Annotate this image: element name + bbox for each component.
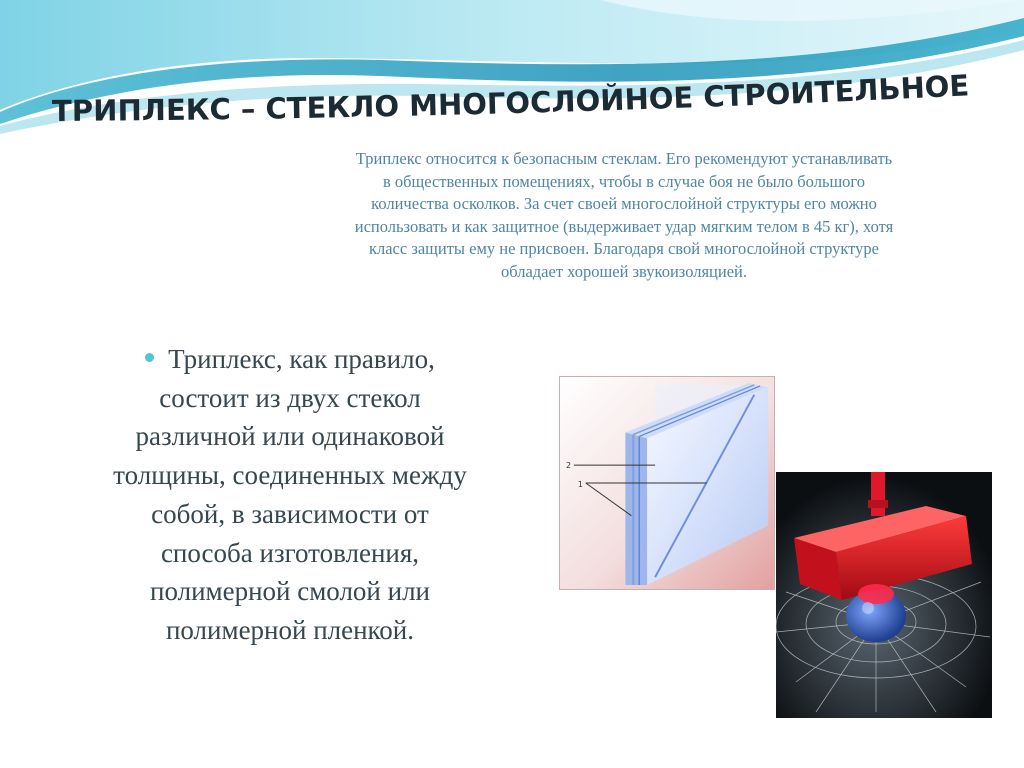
diagram-label-2: 2 <box>565 461 571 471</box>
intro-line: в общественных помещениях, чтобы в случае боя не было большого <box>382 171 866 191</box>
bullet-line: различной или одинаковой <box>135 421 445 452</box>
intro-line: Триплекс относится к безопасным стеклам. Его рекомендуют устанавливать <box>355 149 893 168</box>
intro-line: использовать и как защитное (выдерживает удар мягким телом в 45 кг), хотя <box>354 216 894 236</box>
bullet-line: Триплекс, как правило, <box>168 344 435 374</box>
intro-line: количества осколков. За счет своей многослойной структуры его можно <box>371 194 877 213</box>
bullet-line: собой, в зависимости от <box>151 498 429 529</box>
slide-title <box>0 0 1024 160</box>
bullet-line: полимерной смолой или <box>150 576 430 607</box>
svg-text:ТРИПЛЕКС – СТЕКЛО МНОГОСЛОЙНОЕ <box>52 68 970 128</box>
bullet-line: способа изготовления, <box>160 537 420 568</box>
intro-paragraph <box>268 148 980 283</box>
bullet-line: полимерной пленкой. <box>165 614 415 645</box>
intro-line: обладает хорошей звукоизоляцией. <box>501 261 747 281</box>
slide-title-text: ТРИПЛЕКС – СТЕКЛО МНОГОСЛОЙНОЕ СТРОИТЕЛЬНОЕ <box>51 68 970 129</box>
bullet-item <box>88 340 492 650</box>
bullet-marker-icon <box>145 353 154 362</box>
triplex-structure-diagram <box>559 376 775 590</box>
intro-line: класс защиты ему не присвоен. Благодаря свой многослойной структуре <box>368 239 879 258</box>
bullet-line: толщины, соединенных между <box>113 460 467 491</box>
impact-test-photo <box>776 472 992 718</box>
diagram-label-1: 1 <box>577 479 583 489</box>
bullet-line: состоит из двух стекол <box>159 382 421 413</box>
